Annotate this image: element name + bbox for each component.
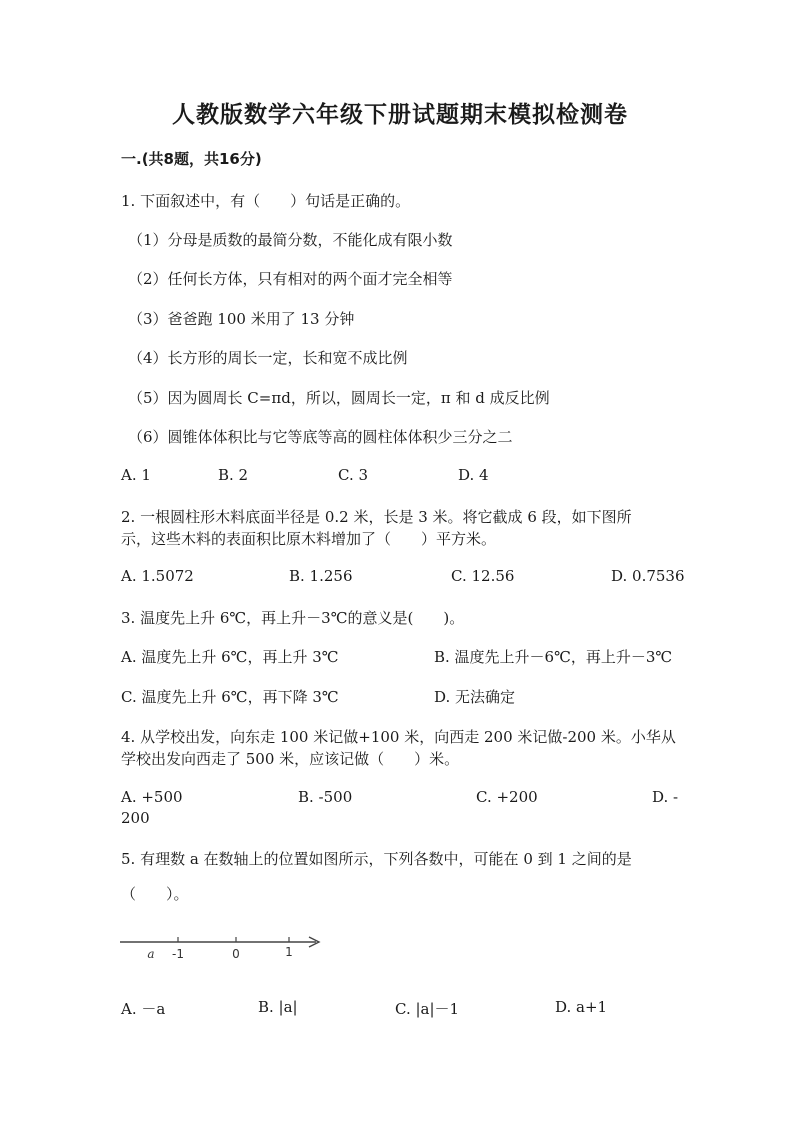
q1-statement-4: （4）长方形的周长一定，长和宽不成比例 [128,349,408,367]
q2-stem-line-1: 2. 一根圆柱形木料底面半径是 0.2 米，长是 3 米。将它截成 6 段，如下图所 [121,508,632,526]
q1-statement-6: （6）圆锥体体积比与它等底等高的圆柱体体积少三分之二 [128,428,513,446]
q1-option-c[interactable]: C. 3 [338,466,369,484]
q4-option-b[interactable]: B. -500 [298,788,353,806]
q1-statement-5: （5）因为圆周长 C=πd，所以，圆周长一定，π 和 d 成反比例 [128,389,550,407]
label-a: a [147,947,155,961]
q1-statement-1: （1）分母是质数的最简分数，不能化成有限小数 [128,231,453,249]
label-0: 0 [232,947,240,961]
q2-stem-line-2: 示，这些木料的表面积比原木料增加了（ ）平方米。 [121,530,497,548]
page-title: 人教版数学六年级下册试题期末模拟检测卷 [172,102,628,128]
q1-option-d[interactable]: D. 4 [458,466,489,484]
q2-option-c[interactable]: C. 12.56 [451,567,515,585]
q3-stem: 3. 温度先上升 6℃，再上升－3℃的意义是( )。 [121,609,465,627]
q3-option-c[interactable]: C. 温度先上升 6℃，再下降 3℃ [121,688,339,706]
q5-option-b[interactable]: B. |a| [258,998,298,1016]
q3-option-a[interactable]: A. 温度先上升 6℃，再上升 3℃ [121,648,339,666]
q4-option-c[interactable]: C. +200 [476,788,538,806]
q1-statement-2: （2）任何长方体，只有相对的两个面才完全相等 [128,270,453,288]
q4-option-a[interactable]: A. +500 [121,788,183,806]
q5-option-a[interactable]: A. －a [121,1000,166,1018]
q1-option-b[interactable]: B. 2 [218,466,249,484]
q5-option-c[interactable]: C. |a|－1 [395,1000,460,1018]
section-heading: 一.(共8题，共16分) [121,150,262,168]
label-neg1: -1 [172,947,184,961]
q2-option-b[interactable]: B. 1.256 [289,567,353,585]
q5-option-d[interactable]: D. a+1 [555,998,608,1016]
q1-stem: 1. 下面叙述中，有（ ）句话是正确的。 [121,192,411,210]
q1-statement-3: （3）爸爸跑 100 米用了 13 分钟 [128,310,355,328]
q2-option-a[interactable]: A. 1.5072 [121,567,194,585]
q1-option-a[interactable]: A. 1 [121,466,151,484]
q2-option-d[interactable]: D. 0.7536 [611,567,685,585]
q3-option-d[interactable]: D. 无法确定 [434,688,516,706]
number-line-figure [118,928,328,968]
q5-stem-line-1: 5. 有理数 a 在数轴上的位置如图所示，下列各数中，可能在 0 到 1 之间的是 [121,850,632,868]
q4-option-d-wrap: 200 [121,809,150,827]
label-1: 1 [285,945,293,959]
q5-stem-line-2: （ ）。 [121,885,189,903]
q4-stem-line-1: 4. 从学校出发，向东走 100 米记做+100 米，向西走 200 米记做-200 米。小华从 [121,728,676,746]
q3-option-b[interactable]: B. 温度先上升－6℃，再上升－3℃ [434,648,673,666]
q4-stem-line-2: 学校出发向西走了 500 米，应该记做（ ）米。 [121,750,460,768]
q4-option-d[interactable]: D. - [652,788,679,806]
